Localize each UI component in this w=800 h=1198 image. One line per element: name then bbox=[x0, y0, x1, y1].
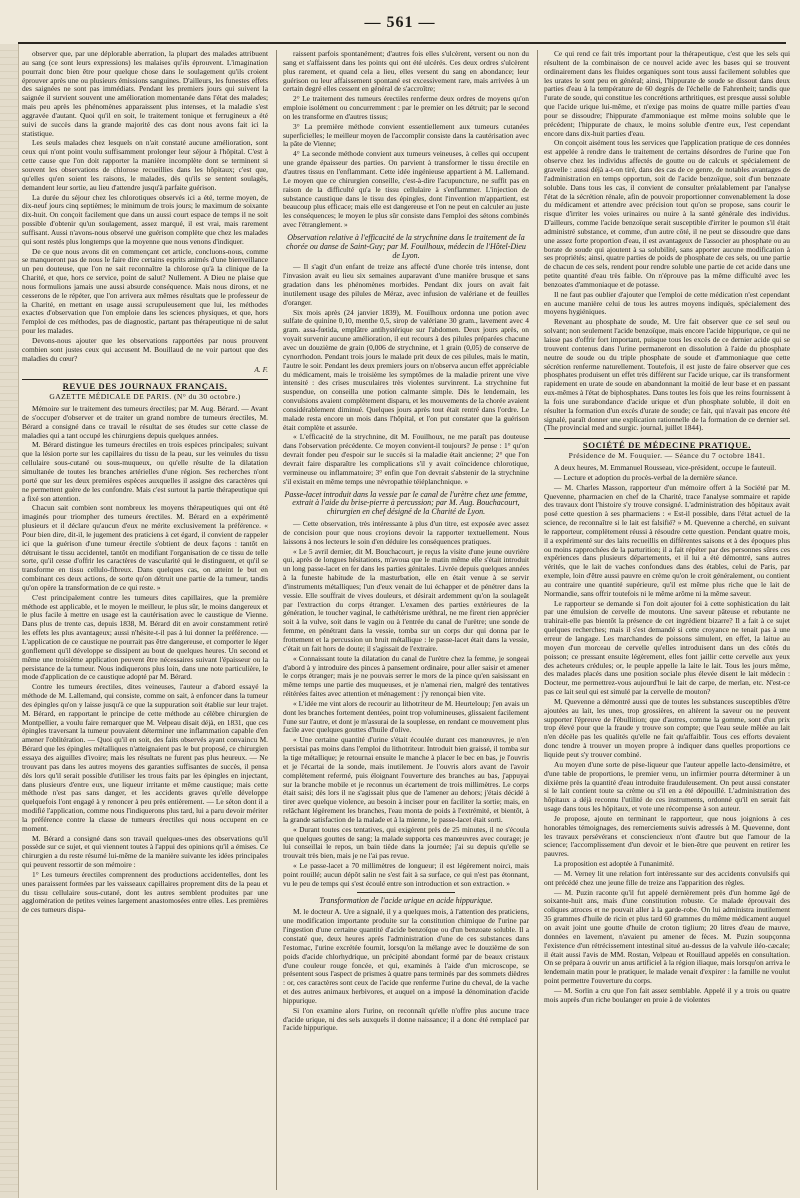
page-number: — 561 — bbox=[364, 14, 436, 31]
section-subtitle: GAZETTE MÉDICALE DE PARIS. (N° du 30 octobre.) bbox=[49, 392, 241, 402]
section-title: SOCIÉTÉ DE MÉDECINE PRATIQUE. bbox=[582, 440, 752, 451]
paragraph: Au moyen d'une sorte de pèse-liqueur que l'auteur appelle lacto-densimètre, et d'une table de proportions, le premier venu, un infirmier pourra déterminer à un dixième près la quantité d'eau introduite frauduleusement. On peut aussi constater si le lait contient toute sa crème ou s'il en a été dépouillé. L'administration des hôpitaux a déjà reconnu l'utilité de ces instruments, ordonné qu'il en serait fait usage dans tous les hôpitaux, et vote une récompense à son auteur. bbox=[544, 759, 790, 814]
paragraph: — M. Charles Masson, rapporteur d'un mémoire offert à la Société par M. Quevenne, pharmacien en chef de la Charité, trace l'analyse sommaire et rapide des travaux dont l'histoire s'y trouve consigné. L'administration des hôpitaux avait posé cette question à ses pharmaciens : « Est-il possible, dans l'état actuel de la science, de reconnaître si le lait est falsifié? » M. Quevenne a cherché, en suivant le rapporteur, complètement réussi à résoudre cette question. Pendant quatre mois, il a expérimenté sur des laits recueillis en différentes saisons et à des époques plus ou moins rapprochées de la parturition; il a fait répéter par des personnes sûres ces expériences dans plusieurs départements, et il lui a été démontré, sans autres vérités, que le lait de vaches confondues dans des étables, celui de Paris, par exemple, loin d'être aussi pauvre en crème qu'on le croit généralement, ou contient au contraire une quantité supérieure, qu'il est même plus riche que le lait de Normandie, sans offrir toutefois ni le même arôme ni la même saveur. bbox=[544, 482, 790, 598]
paragraph: Contre les tumeurs érectiles, dites veineuses, l'auteur a d'abord essayé la méthode de M. Lallemand, qui consiste, comme on sait, à enfoncer dans la tumeur des épingles qu'on y laisse jusqu'à ce que la suppuration soit établie sur leur trajet. M. Bérard, en rapportant le principe de cette méthode au célèbre chirurgien de Montpellier, a voulu faire remarquer que M. Velpeau disait déjà, en 1831, que ces épingles traversant la tumeur pouvaient déterminer une inflammation capable d'en amener l'oblitération. — Quoi qu'il en soit, des faits observés ayant convaincu M. Bérard que les épingles métalliques n'atteignaient pas le but proposé, ce chirurgien essaya des aiguilles d'ivoire; mais les résultats ne furent pas plus heureux. — Ne trouvant pas dans les autres moyens des garanties suffisantes de succès, il pensa dès lors qu'il serait possible d'utiliser les trous faits par les épingles en injectant, dans plusieurs d'entre eux, une liqueur irritante et même caustique; mais cette méthode n'est pas sans danger, et les accidents graves qu'elle développe quelquefois l'ont engagé à y renoncer à peu près entièrement. — Le séton dont il a modifié l'application, comme nous l'indiquerons plus tard, lui a paru devoir mériter la préférence contre la classe de tumeurs érectiles qui nous occupent en ce moment. bbox=[22, 682, 268, 833]
paragraph: On conçoit aisément tous les services que l'application pratique de ces données est appelée à rendre dans le traitement de certains désordres de l'urine que l'on observe chez les individus affectés de goutte ou de calculs et spécialement de gravelle : aussi déjà a-t-on tiré, dans des cas de ce genre, de notables avantages de l'administration en temps opportun, soit de l'acide benzoïque, soit d'un benzoate soluble. Dans tous les cas, il convient de consulter préalablement par l'analyse l'état de la sécrétion rénale, afin de pouvoir proportionner convenablement la dose du médicament et attendre avec précision tout qu'on se propose, sans courir le risque d'irriter les voies urinaires ou nuire à la santé générale des individus. D'ailleurs, comme l'acide benzoïque serait susceptible d'irriter le poumon s'il était administré substance, et comme, d'un autre côté, il ne peut se dissoudre que dans une assez forte proportion d'eau, il est avantageux de l'associer au phosphate ou au borate de soude qui ajoutent à sa solubilité, sans apporter aucune modification à ses propriétés; ainsi, quatre parties de poids de phosphate de ces sels, ou une partie de chacun de ces sels, rendent pour rendre soluble une partie de cet acide dans une petite quantité d'eau très faible. On n'éprouve pas la même difficulté avec les benzoates d'ammoniaque et de potasse. bbox=[544, 138, 790, 289]
paragraph: 1° Les tumeurs érectiles comprennent des productions accidentelles, dont les unes paraissent formées par les vaisseaux capillaires proprement dits de la peau et du tissu cellulaire sous-cutané, dont les autres semblent produites par une agglomération de petites veines largement anastomosées entre elles. Les premières de ces tumeurs dispa- bbox=[22, 869, 268, 915]
paragraph: M. Bérard distingue les tumeurs érectiles en trois espèces principales; suivant que la lésion porte sur les capillaires du tissu de la peau, sur les veinules du tissu cellulaire sous-cutané ou sous-muqueux, ou qu'elle résulte de la dilatation simultanée de toutes les branches artérielles d'une région. Ses recherches n'ont porté que sur les deux premières espèces auxquelles il assigne des caractères qui ne permettent guère de les confondre. Mais c'est surtout la partie thérapeutique qui a fixé son attention. bbox=[22, 440, 268, 503]
section-subtitle: Présidence de M. Fouquier. — Séance du 7 octobre 1841. bbox=[568, 451, 766, 461]
paragraph: « Une certaine quantité d'urine s'était écoulée durant ces manœuvres, je n'en persistai pas moins dans l'emploi du lithotriteur. Introduit bien graissé, il tomba sur la tige métallique; je retournai ensuite le manche à placer le bec en bas, je l'ouvris et je l'écartai de la sonde, mais inutilement. Je l'ouvris alors avant de l'avoir complètement refermé, puis éloignant l'ouverture des branches au bas, j'appuyai sur la branche mobile et je reconnus un écartement de trois millimètres. Le corps était saisi; dès lors il ne s'agissait plus que de l'amener au dehors; j'étais décidé à tirer avec quelque violence, au besoin à inciser pour en faciliter la sortie; mais, en relâchant légèrement les branches, l'eau monta de poids à l'extrémité, et bientôt, à la grande satisfaction de la malade et à la mienne, le passe-lacet était sorti. bbox=[283, 735, 529, 824]
paragraph: — M. Puzin raconte qu'il fut appelé dernièrement près d'un homme âgé de soixante-huit ans, mais d'une constitution robuste. Ce malade éprouvait des coliques atroces et ne pouvait aller à la garde-robe. On lui administra inutilement 35 grammes d'huile de ricin et plus tard 60 grammes du même médicament auquel on avait joint une goutte d'huile de croton tiglium; 20 litres d'eau de mauve, données en lavement, n'avaient pu amener de fèces. M. Puzin soupçonna l'existence d'un rétrécissement intestinal situé au-dessus de la valvule iléo-cæcale; il était aussi l'avis de MM. Rostan, Velpeau et Rouillaud appelés en consultation. On se prépara à ouvrir un anus artificiel à la région iliaque, mais lorsqu'on arriva le lendemain matin pour le pratiquer, le malade venait d'expirer : la famille ne voulut point permettre l'ouverture du corps. bbox=[544, 887, 790, 986]
paragraph: « Connaissant toute la dilatation du canal de l'urètre chez la femme, je songeai d'abord à y introduire des pinces à pansement ordinaire, pour aller saisir et amener le corps étranger; mais je ne pouvais serrer le mors de la pince qu'en saisissant en même temps une partie des muqueuses, et je n'amenai rien, malgré des tentatives réitérées faites avec attention et ménagement : j'y renonçai bien vite. bbox=[283, 653, 529, 699]
paragraph: — Cette observation, très intéressante à plus d'un titre, est exposée avec assez de concision pour que nous croyions devoir la rapporter textuellement. Nous laissons à nos lecteurs le soin d'en déduire les conséquences pratiques. bbox=[283, 519, 529, 546]
paragraph: raissent parfois spontanément; d'autres fois elles s'ulcèrent, versent ou non du sang et s'affaissent dans les points qui ont été ulcérés. Ces deux ordres s'ulcèrent plus rarement, et quand cela a lieu, elles versent du sang en abondance; leur guérison ou leur affaissement spontané est excessivement rare, mais arrivées à un certain degré elles cessent en général de s'accroître; bbox=[283, 50, 529, 94]
paragraph: Revenant au phosphate de soude, M. Ure fait observer que ce sel seul ou solvant; non seulement l'acide benzoïque, mais encore l'acide hippurique, ce qui ne laisse pas d'offrir fort important, puisque tous les excès de ce dernier acide qui se trouvent contenus dans l'urine permaneront en dissolution à l'aide du phosphate neutre de soude ou du triple phosphate de soude et d'ammoniaque que cette sécrétion renferme naturellement. Toutefois, il est juste de faire observer que ces phosphates produisent un effet très différent sur l'acide urique, car ils transforment rapidement en urate de soude en abandonnant la moitié de leur base et en passant eux-mêmes à l'état de biphosphates. Dans toutes les fois que les reins fournissent à la fois une surabondance d'acide urique et d'un phosphate soluble, il doit en résulter la formation d'un excès d'urate de soude; ce fait, qui n'avait pas encore été signalé, paraît donner une explication rationnelle de la formation de ce dernier sel. (The provincial med and surgic. journal, juillet 1844). bbox=[544, 317, 790, 433]
paragraph: M. le docteur A. Ure a signalé, il y a quelques mois, à l'attention des praticiens, une modification importante produite sur la constitution chimique de l'urine par l'ingestion d'une certaine quantité d'acide benzoïque ou d'un benzoate soluble. Il a constaté que, deux heures après l'administration d'une de ces substances dans l'estomac, l'urine excrétée fournit, lorsqu'on la mélange avec le douzième de son poids d'acide chlorhydrique, un précipité abondant formé par de beaux cristaux d'une couleur rouge foncée, et qui, examinés à l'aide d'un microscope, se présentent sous l'aspect de prismes à quatre pans terminés par des sommets dièdres : or, ces caractères sont ceux de l'acide que renferme l'urine du cheval, de la vache et des autres animaux herbivores, et auquel on a imposé la dénomination d'acide hippurique. bbox=[283, 907, 529, 1005]
paragraph: M. Quevenne a démontré aussi que de toutes les substances susceptibles d'être ajoutées au lait, les unes, trop grossières, en altèrent la saveur ou ne peuvent supporter l'épreuve de l'ébullition; que d'autres, comme la gomme, sont d'un prix trop élevé pour que la fraude y trouve son compte; que l'eau seule mêlée au lait n'en décèle pas les qualités qu'elle ne fait qu'affaiblir. Tous ces efforts devaient donc tendre à trouver un moyen propre à indiquer dans quelles proportions ce liquide peut s'y trouver combiné. bbox=[544, 696, 790, 759]
paragraph: Les seuls malades chez lesquels on n'ait constaté aucune amélioration, sont ceux qui n'ont point voulu suffisamment prolonger leur séjour à l'hôpital. C'est à cette cause que l'on doit rapporter la manière incomplète dont se terminent si souvent les observations de chlorose recueillies dans les hôpitaux; c'est que, qu'elles qu'en soient les raisons, le malades, dès qu'ils se sentent soulagés, demandent leur sortie, au lieu d'attendre jusqu'à parfaite guérison. bbox=[22, 138, 268, 192]
column-1 bbox=[22, 50, 268, 1190]
paragraph: Le rapporteur se demande si l'on doit ajouter foi à cette sophistication du lait par une émulsion de cervelle de moutons. Une saveur pâteuse et rebutante ne trahirait-elle pas bientôt la présence de cet ingrédient bizarre? Il a fait à ce sujet quelques recherches; mais il s'est demandé si cette croyance ne tenait pas à une erreur de langage. Les marchandes de poissons simulent, en effet, la laitue au moyen d'un morceau de cervelle qu'elles introduisent dans un des côtés du poisson; ce pressant ensuite légèrement, elles font jaillir cette cervelle aux yeux des acheteurs crédules; or, le peuple appelle la laite le lait. Tous les jours même, des malades placés dans une position sociale plus élevée disent le lait médecin : Docteur, me permettrez-vous aujourd'hui le lait de carpe, de merlan, etc. N'est-ce pas ce lait seul qui est simulé par la cervelle de mouton? bbox=[544, 598, 790, 697]
paragraph: — M. Verney lit une relation fort intéressante sur des accidents convulsifs qui ont précédé chez une jeune fille de treize ans l'apparition des règles. bbox=[544, 868, 790, 887]
section-divider bbox=[357, 892, 455, 893]
paragraph: 3° La première méthode convient essentiellement aux tumeurs cutanées superficielles; le meilleur moyen de l'accomplir consiste dans la cautérisation avec la pâte de Vienne; bbox=[283, 121, 529, 149]
paragraph: 4° La seconde méthode convient aux tumeurs veineuses, à celles qui occupent une grande épaisseur des parties. On parvient à transformer le tissu érectile en d'autres tissus en l'enflammant. Cette idée ingénieuse appartient à M. Lallemand. Le moyen que ce chirurgien conseille, c'est-à-dire l'acupuncture, ne suffit pas en raison de la difficulté qu'a le tissu cellulaire à s'enflammer. L'injection de substance caustique dans le tissu des épingles, dont l'invention m'appartient, est beaucoup plus efficace; mais elle est dangereuse et l'on ne peut en calculer au juste les conséquences; le moyen le plus sûr consiste dans l'emploi des sétons combinés avec l'étranglement. » bbox=[283, 149, 529, 230]
paragraph: — M. Sorlin a cru que l'on fait assez semblable. Appelé il y a trois ou quatre mois auprès d'un riche boulanger en proie à de violentes bbox=[544, 985, 790, 1004]
paragraph: observer que, par une déplorable aberration, la plupart des malades attribuent au sang (ce sont leurs expressions) les malaises qu'ils éprouvent. L'imagination pourrait donc bien être pour quelque chose dans le soulagement qu'ils croient éprouver après une ou plusieurs émissions sanguines. D'ailleurs, les funestes effets des saignées ne sont pas immédiats. Pendant les premiers jours qui suivent la saignée il survient souvent une amélioration momentanée dans l'état des malades; mais peu après les phénomènes apparaissent plus intenses, et la maladie s'est aggravée d'autant. Quoi qu'il en soit, le traitement tonique et ferrugineux a été suivi de succès dans la grande majorité des cas dont nous avons fait ici la statistique. bbox=[22, 50, 268, 138]
article-heading: Passe-lacet introduit dans la vessie par le canal de l'urètre chez une femme, extrait à l'aide du brise-pierre à percussion; par M. Aug. Bouchacourt, chirurgien en chef désigné de la Charité de Lyon. bbox=[284, 489, 528, 517]
header-rule bbox=[18, 42, 786, 44]
paragraph: « L'efficacité de la strychnine, dit M. Fouilhoux, ne me paraît pas douteuse dans l'observation précédente. Ce moyen convient-il toujours? Je pense : 1° qu'on devrait fonder peu d'espoir sur le succès si la maladie était ancienne; 2° que l'on devrait faire disparaître les complications s'il y avait coïncidence chlorotique, vermineuse ou inflammatoire; 3° enfin que l'on devrait s'abstenir de la strychnine s'il existait en même temps une névropathie téiéplanchnique. » bbox=[283, 432, 529, 486]
paragraph: M. Bérard a consigné dans son travail quelques-unes des observations qu'il possède sur ce sujet, et qui viennent toutes à l'appui des opinions qu'il a émises. Ce chirurgien a du reste résumé lui-même de la manière suivante les idées principales qui peuvent ressortir de son mémoire : bbox=[22, 833, 268, 870]
paragraph: — Lecture et adoption du procès-verbal de la dernière séance. bbox=[554, 472, 738, 482]
paragraph: Il ne faut pas oublier d'ajouter que l'emploi de cette médication n'est cependant en aucune manière celui de tous les autres moyens indiqués, spécialement des moyens hygiéniques. bbox=[544, 289, 790, 317]
column-3 bbox=[537, 50, 790, 1190]
paragraph: « Le 5 avril dernier, dit M. Bouchacourt, je reçus la visite d'une jeune ouvrière qui, après de longues hésitations, m'avoua que le matin même elle s'était introduit un long passe-lacet en fer dans les parties génitales. Livrée depuis quelques années à la funeste habitude de la masturbation, elle en était venue à se servir d'instruments métalliques; l'un d'eux venait de lui échapper et de pénétrer dans la vessie. Elle souffrait de vives douleurs, et désirait ardemment qu'on la soulageât par l'extraction du corps étranger. L'examen des parties extérieures de la génération, le toucher vaginal, le cathétérisme uréthral, ne me firent rien apprécier soit à la vulve, soit dans le vagin ou à l'entrée du canal de l'urètre; une sonde de femme, en pénétrant dans la vessie, tomba sur un corps dur qui donna par le frottement et la percussion un bruit métallique : le passe-lacet était dans la vessie, c'était un fait hors de doute; il s'agissait de l'extraire. bbox=[283, 546, 529, 653]
paragraph: De ce que nous avons dit en commençant cet article, concluons-nous, comme se manqueront pas de nous le faire dire certains esprits animés d'une bienveillance un peu douteuse, que l'on ne sait reconnaître la chlorose qu'à la clinique de la Charité, et que, hors ce service, point de salut? Nullement. A Dieu ne plaise que nous formulions jamais une aussi absurde conséquence. Mais nous dirons, et ne cesserons de le répéter, que l'on arrivera aux mêmes résultats que le professeur de la Charité, en mettant en usage aussi scrupuleusement que lui, les méthodes exactes d'observation que l'on emploie dans les sciences physiques, et que, hors l'emploi de ces méthodes, pas de diagnostic, partant pas thérapeutique ni de salut pour les malades. bbox=[22, 246, 268, 336]
author-signoff: A. F. bbox=[254, 364, 268, 374]
section-divider bbox=[544, 438, 790, 439]
section-divider bbox=[22, 379, 268, 380]
paragraph: « Le passe-lacet a 70 millimètres de longueur; il est légèrement noirci, mais point rouillé; aucun dépôt salin ne s'est fait à sa surface, ce qui n'est pas étonnant, vu le peu de temps qui s'est écoulé entre son introduction et son extraction. » bbox=[283, 861, 529, 888]
columns bbox=[22, 50, 790, 1190]
paragraph: Je propose, ajoute en terminant le rapporteur, que nous joignions à ces honorables témoignages, des remerciements suivis adressés à M. Quevenne, dont les travaux persévérans et consciencieux n'ont d'autre but que l'amour de la science; l'accomplissement d'un devoir et le bien-être que peuvent en retirer les pauvres. bbox=[544, 813, 790, 859]
paragraph: Mémoire sur le traitement des tumeurs érectiles; par M. Aug. Bérard. — Avant de s'occuper d'observer et de traiter un grand nombre de tumeurs érectiles, M. Bérard a consigné dans ce travail le résultat de ses études sur cette classe de maladies qui a tant occupé les chirurgiens depuis quelques années. bbox=[22, 404, 268, 440]
paragraph: Ce qui rend ce fait très important pour la thérapeutique, c'est que les sels qui résultent de la combinaison de ce nouvel acide avec les bases qui se trouvent ordinairement dans les fluides organiques sont tous aussi facilement solubles que les urates le sont peu en général; ainsi, l'hippurate de soude se dissout dans deux parties d'eau à la température de 60 degrés de l'échelle de Fahrenheit; tandis que l'urate de soude, qui constitue les concrétions arthritiques, est presque aussi soluble que l'acide urique lui-même, et n'exige pas moins de quatre mille parties d'eau pour se dissoudre; l'hippurate d'ammoniaque est même moins soluble que le précédent; l'hippurate de chaux, le moins soluble d'entre eux, l'est cependant encore dans dix-huit parties d'eau. bbox=[544, 50, 790, 138]
paragraph: Six mois après (24 janvier 1839), M. Fouilhoux ordonna une potion avec sulfate de quinine 0,10, menthe 0,5, sirop de valériane 30 gram., lavement avec 4 gram. assa-fœtida, emplâtre antihystérique sur l'abdomen. Deux jours après, on voyait survenir aucune amélioration, il eut recours à des pilules préparées chacune avec un douzième de grain (0,006 de strychnine, et 1 grain (0,05) de conserve de cynorrhodon. Pendant trois jours le malade prit deux de ces pilules, mais le matin, l'autre le soir. Pendant les deux premiers jours on n'observa aucun effet appréciable du médicament, mais le troisième les symptômes de la maladie prirent une vive intensité : des crises musculaires très violentes survinrent. La strychnine fut suspendue, on conseilla une potion calmante simple. Dès le lendemain, les convulsions avaient complètement disparu, et les mouvements de la chorée avaient considérablement diminué. Quelques jours après tout était rentré dans l'ordre. Le malade resta encore un mois dans l'hôpital, et l'on put constater que la guérison était complète et assurée. bbox=[283, 307, 529, 432]
paragraph: 2° Le traitement des tumeurs érectiles renferme deux ordres de moyens qu'on emploie isolément ou concurremment : par le premier on les détruit; par le second on les transforme en d'autres tissus; bbox=[283, 94, 529, 121]
section-title: REVUE DES JOURNAUX FRANÇAIS. bbox=[62, 381, 228, 392]
paragraph: « Durant toutes ces tentatives, qui exigèrent près de 25 minutes, il ne s'écoula que quelques gouttes de sang; la malade supporta ces manœuvres avec courage; je lui conseillai le repos, un bain tiède dans la journée; j'ai su depuis qu'elle se trouvait très bien, mais je ne l'ai pas revue. bbox=[283, 824, 529, 861]
paragraph: A deux heures, M. Emmanuel Rousseau, vice-président, occupe le fauteuil. bbox=[554, 462, 777, 472]
paragraph: La proposition est adoptée à l'unanimité. bbox=[554, 859, 674, 869]
paragraph: Devons-nous ajouter que les observations rapportées par nous prouvent combien sont justes ceux qui accusent M. Bouillaud de ne voir partout que des maladies du cœur? bbox=[22, 336, 268, 363]
paragraph: C'est principalement contre les tumeurs dites capillaires, que la première méthode est applicable, et le moyen le meilleur, le plus sûr, le moins dangereux et le plus facile à mettre en usage est la cautérisation avec le caustique de Vienne. Dans plus de trente cas, depuis 1838, M. Bérard dit en avoir constamment retiré les effets les plus avantageux; aussi n'hésite-t-il pas à lui donner la préférence. — L'application de ce caustique ne pourrait pas être dangereuse, et comporter le léger gonflement qu'il développe se dissipent au bout de quelques heures. Un second et même une troisième application peuvent être nécessaires suivant l'épaisseur ou la persistance de la tumeur. Nous indiquerons plus loin, dans une note particulière, le mode d'application de ce caustique adopté par M. Bérard. bbox=[22, 592, 268, 682]
paragraph: La durée du séjour chez les chlorotiques observés ici a été, terme moyen, de dix-neuf jours cinq septièmes; le minimum de trois jours; le maximum de soixante dix-huit. On conçoit facilement que dans un aussi court espace de temps il ne soit possible d'obtenir qu'un soulagement, assez marqué, il est vrai, mais rarement suffisant. Aussi n'avons-nous observé une guérison complète que chez les malades qui sont restés plus longtemps que la moyenne que nous venons d'indiquer. bbox=[22, 192, 268, 246]
column-2 bbox=[276, 50, 529, 1190]
paragraph: « L'idée me vint alors de recourir au lithotriteur de M. Heurteloup; j'en avais un dont les branches fortement dentées, point trop volumineuses, glissaient facilement l'une sur l'autre, et dont je m'assurai de la souplesse, en rendant ce mouvement plus facile avec quelques gouttes d'huile d'olive. bbox=[283, 698, 529, 735]
page-binding-edge bbox=[0, 44, 19, 1198]
article-heading: Transformation de l'acide urique en acide hippurique. bbox=[319, 895, 493, 905]
paragraph: Si l'on examine alors l'urine, on reconnaît qu'elle n'offre plus aucune trace d'acide urique, ni des sels auxquels il donne naissance; il a donc été remplacé par l'acide hippurique. bbox=[283, 1005, 529, 1033]
paragraph: Chacun sait combien sont nombreux les moyens thérapeutiques qui ont été imaginés pour triompher des tumeurs érectiles. M. Bérard en a expérimenté plusieurs et il déclare qu'aucun d'eux ne mérite exclusivement la préférence. « Pour bien dire, dit-il, le jugement des praticiens à cet égard, il convient de rappeler ici que la guérison d'une tumeur érectile s'obtient de deux façons : tantôt en détruisant le tissu accidentel, tantôt en modifiant l'organisation de ce tissu de telle sorte, qu'il cesse d'offrir les caractères de vascularité qui le distinguent, et qu'il se transforme en tissu cellulo-fibreux. Dans quelques cas, on atteint le but en combinant ces deux actions, de sorte qu'on détruit une partie de la tumeur, tandis qu'on opère la transformation de ce qui reste. » bbox=[22, 503, 268, 592]
paragraph: — Il s'agit d'un enfant de treize ans affecté d'une chorée très intense, dont l'invasion avait eu lieu six semaines auparavant d'une manière brusque et sans gradation dans les phénomènes morbides. Pendant dix jours on avait fait inutilement usage des pilules de Méraz, avec infusion de valériane et de feuilles d'oranger. bbox=[283, 262, 529, 307]
article-heading: Observation relative à l'efficacité de la strychnine dans le traitement de la chorée ou danse de Saint-Guy; par M. Fouilhoux, médecin de l'Hôtel-Dieu de Lyon. bbox=[286, 232, 526, 260]
